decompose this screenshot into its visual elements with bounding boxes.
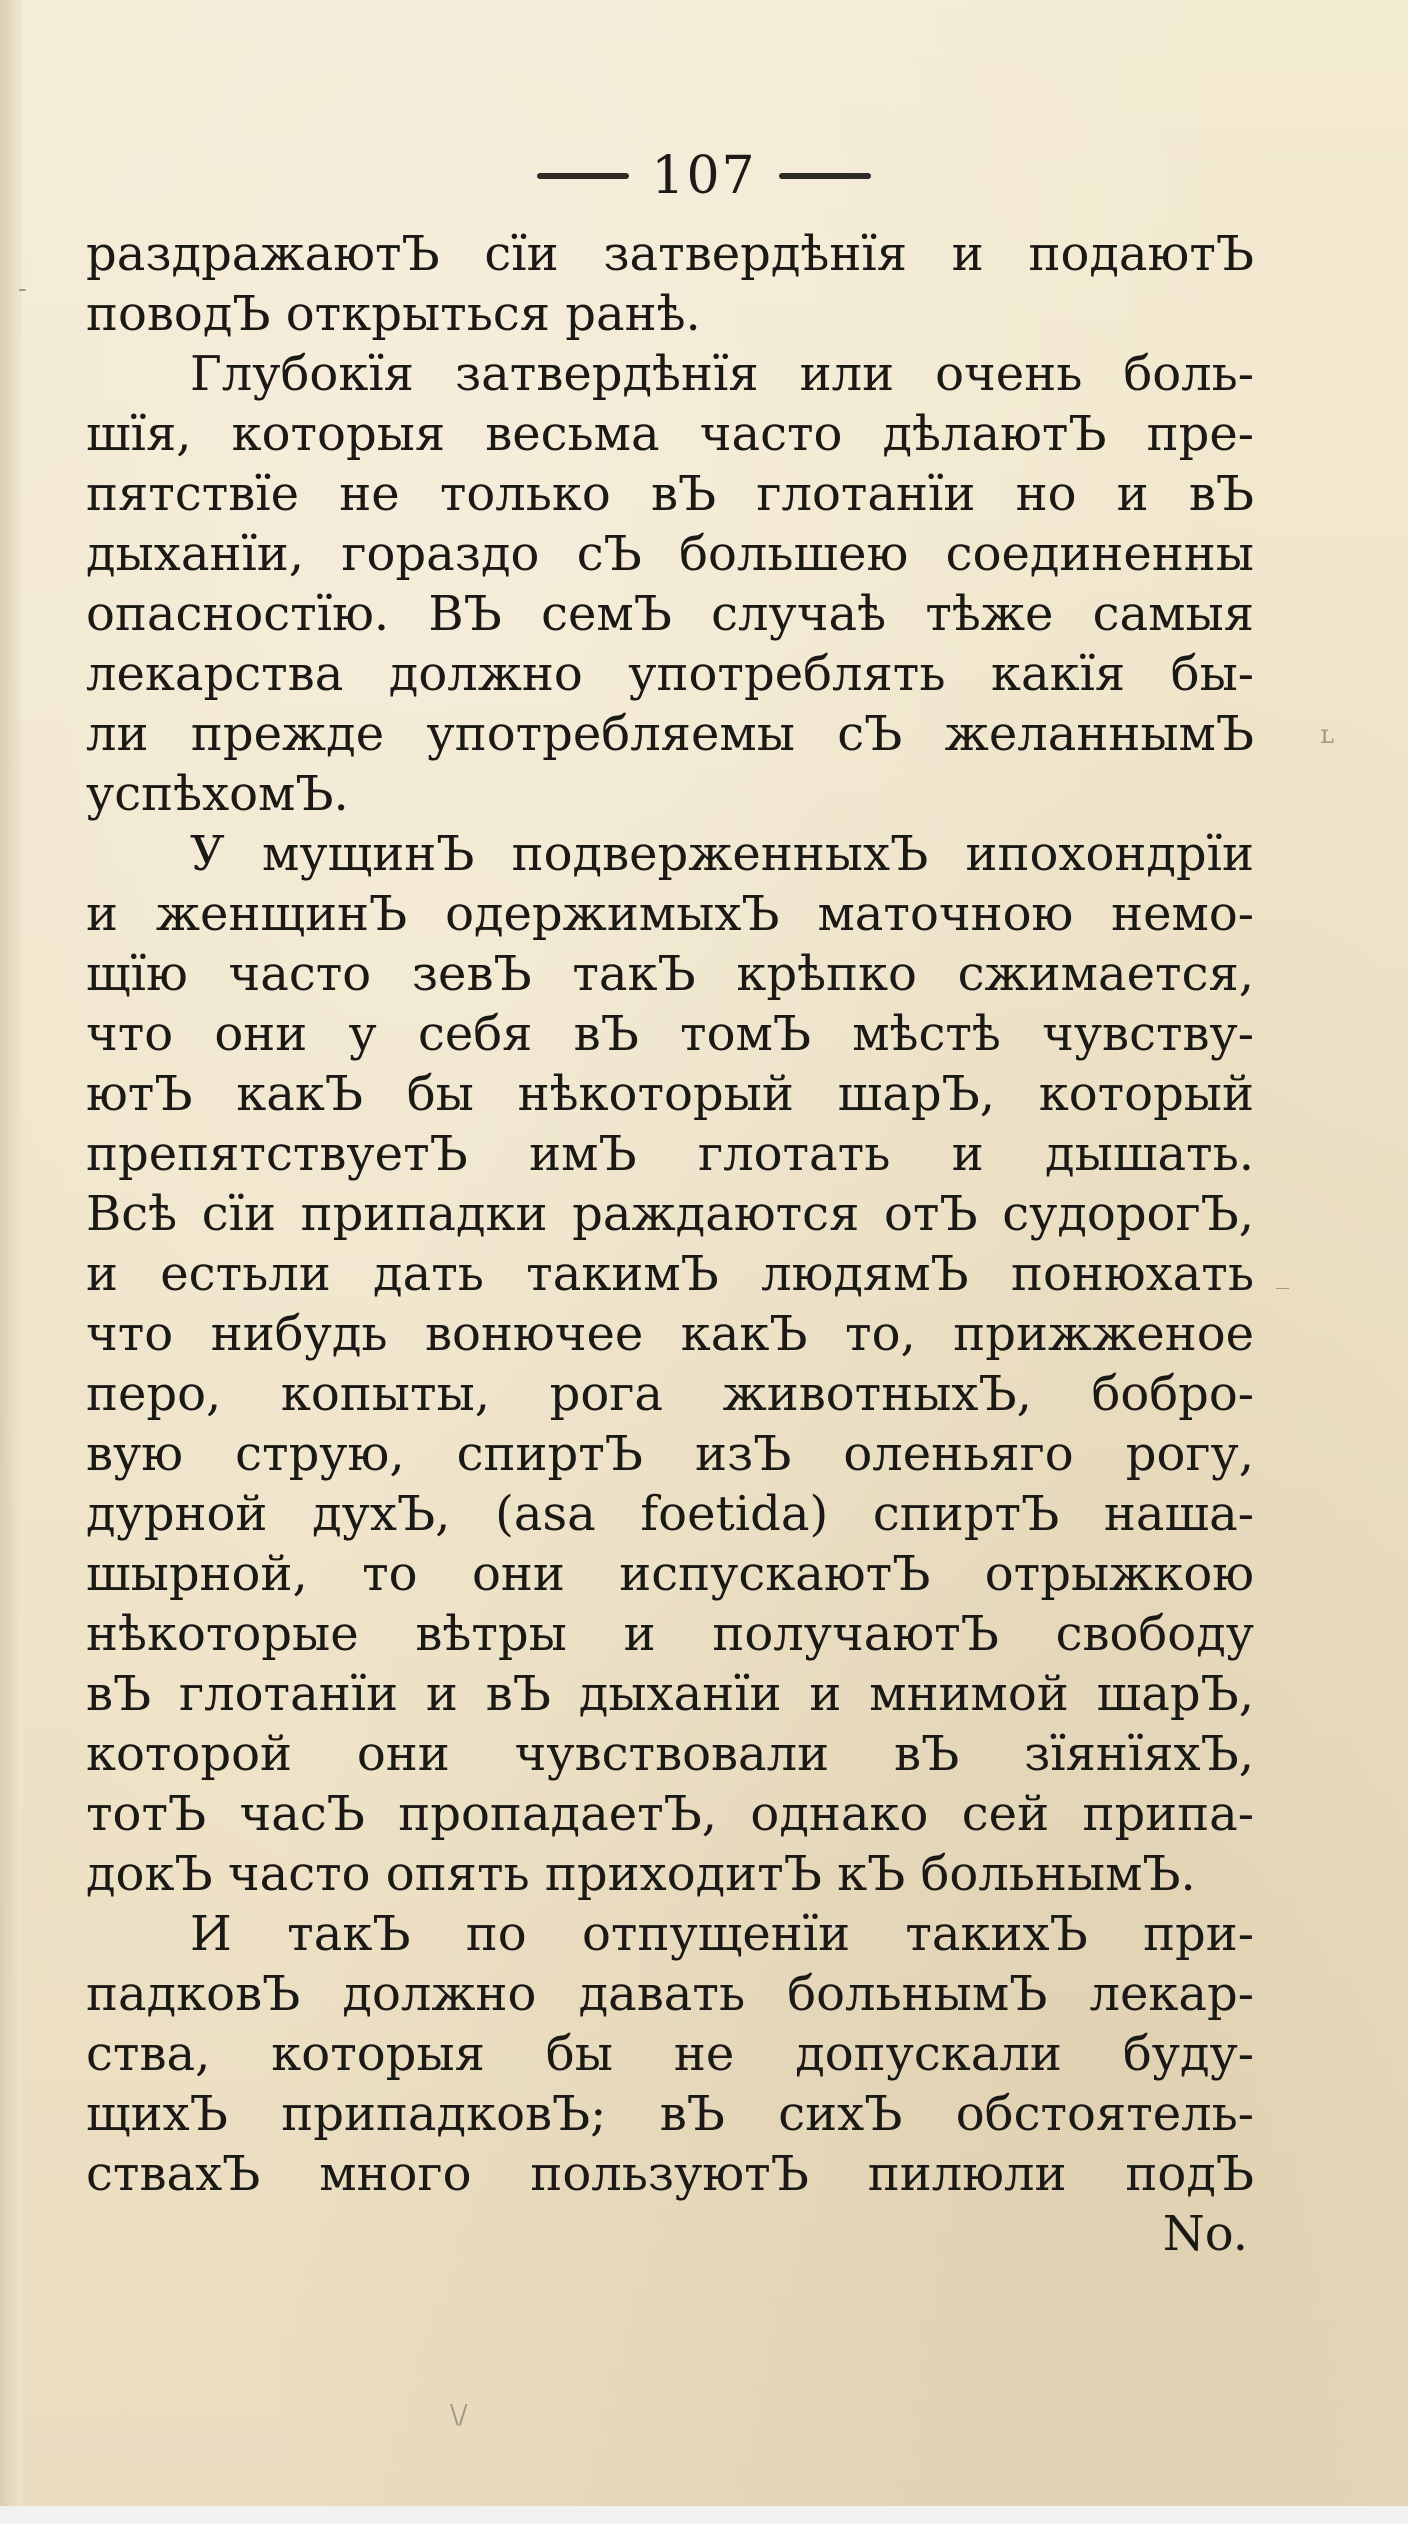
page-number: 107 — [651, 146, 757, 206]
text-line: успѣхомЪ. — [86, 766, 349, 822]
body-text — [86, 224, 1254, 2264]
text-line: падковЪ должно давать больнымЪ лекар- — [86, 1966, 1254, 2022]
text-line: ства, которыя бы не допускали буду- — [86, 2026, 1254, 2082]
text-line: щихЪ припадковЪ; вЪ сихЪ обстоятель- — [86, 2086, 1254, 2142]
paragraph-start: Глубокїя затвердѣнїя или очень боль- — [190, 346, 1254, 402]
margin-mark: ʟ — [1320, 720, 1335, 750]
page-gutter — [0, 0, 22, 2524]
text-line: раздражаютЪ сїи затвердѣнїя и подаютЪ — [86, 226, 1254, 282]
text-line: что они у себя вЪ томЪ мѣстѣ чувству- — [86, 1006, 1254, 1062]
text-line: поводЪ открыться ранѣ. — [86, 286, 701, 342]
text-line: шырной, то они испускаютЪ отрыжкою — [86, 1546, 1254, 1602]
header-right-rule — [779, 173, 871, 179]
text-line: тотЪ часЪ пропадаетЪ, однако сей припа- — [86, 1786, 1254, 1842]
text-line: вую струю, спиртЪ изЪ оленьяго рогу, — [86, 1426, 1254, 1482]
margin-mark: _ — [1276, 1260, 1289, 1290]
text-line: дыханїи, гораздо сЪ большею соединенны — [86, 526, 1254, 582]
margin-mark: - — [18, 274, 27, 304]
text-line: шїя, которыя весьма часто дѣлаютЪ пре- — [86, 406, 1254, 462]
text-line: и женщинЪ одержимыхЪ маточною немо- — [86, 886, 1254, 942]
paragraph-start: И такЪ по отпущенїи такихЪ при- — [190, 1906, 1254, 1962]
text-line: лекарства должно употреблять какїя бы- — [86, 646, 1254, 702]
text-line: что нибудь вонючее какЪ то, прижженое — [86, 1306, 1254, 1362]
text-line: и естьли дать такимЪ людямЪ понюхать — [86, 1246, 1254, 1302]
text-line: опасностїю. ВЪ семЪ случаѣ тѣже самыя — [86, 586, 1254, 642]
text-line: перо, копыты, рога животныхЪ, бобро- — [86, 1366, 1254, 1422]
running-head — [0, 146, 1408, 206]
text-line: пятствїе не только вЪ глотанїи но и вЪ — [86, 466, 1254, 522]
text-line: ствахЪ много пользуютЪ пилюли подЪ — [86, 2146, 1254, 2202]
text-line: препятствуетЪ имЪ глотать и дышать. — [86, 1126, 1254, 1182]
text-line: докЪ часто опять приходитЪ кЪ больнымЪ. — [86, 1846, 1196, 1902]
paragraph-start: У мущинЪ подверженныхЪ ипохондрїи — [190, 826, 1254, 882]
text-line: ютЪ какЪ бы нѣкоторый шарЪ, который — [86, 1066, 1254, 1122]
text-line: дурной духЪ, (asa foetida) спиртЪ наша- — [86, 1486, 1254, 1542]
header-left-rule — [537, 173, 629, 179]
margin-mark: \/ — [450, 2400, 468, 2430]
text-line: Всѣ сїи припадки раждаются отЪ судорогЪ, — [86, 1186, 1254, 1242]
text-line: вЪ глотанїи и вЪ дыханїи и мнимой шарЪ, — [86, 1666, 1254, 1722]
text-line: нѣкоторые вѣтры и получаютЪ свободу — [86, 1606, 1254, 1662]
scan-bottom-edge — [0, 2506, 1408, 2524]
text-line: щїю часто зевЪ такЪ крѣпко сжимается, — [86, 946, 1254, 1002]
text-line: ли прежде употребляемы сЪ желаннымЪ — [86, 706, 1254, 762]
text-line: которой они чувствовали вЪ зїянїяхЪ, — [86, 1726, 1254, 1782]
catchword: No. — [1162, 2206, 1248, 2262]
